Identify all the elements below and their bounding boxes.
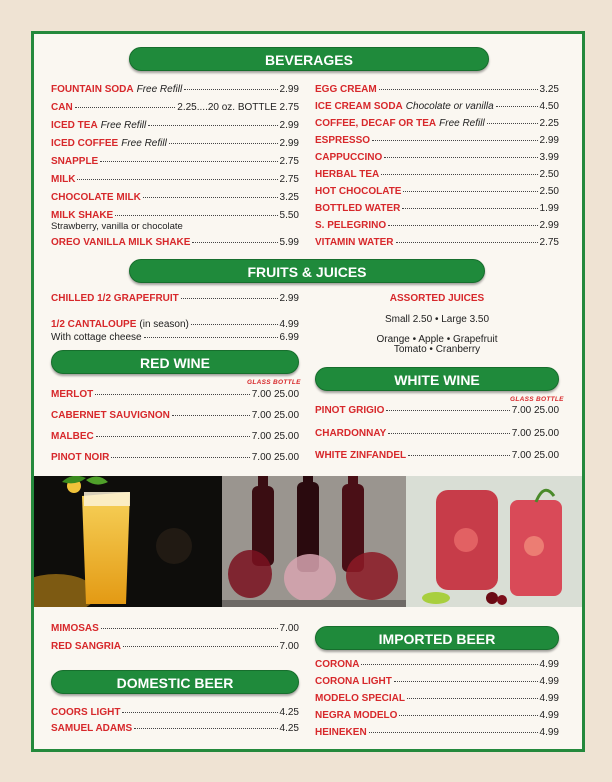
imported-beer-4: HEINEKEN 4.99 <box>315 727 559 738</box>
beverages-right-4: CAPPUCCINO 3.99 <box>315 152 559 163</box>
white-wine-glass-bottle: GLASS BOTTLE <box>510 396 564 403</box>
white-wine-banner: WHITE WINE <box>315 367 559 391</box>
beverages-left-6: CHOCOLATE MILK 3.25 <box>51 192 299 203</box>
milk-shake-flavors: Strawberry, vanilla or chocolate <box>51 221 183 232</box>
fruits-left-2: With cottage cheese 6.99 <box>51 332 299 343</box>
beverages-right-7: BOTTLED WATER 1.99 <box>315 203 559 214</box>
imported-beer-1: CORONA LIGHT 4.99 <box>315 676 559 687</box>
beverages-left-3: ICED COFFEE Free Refill 2.99 <box>51 138 299 149</box>
beverages-right-0: EGG CREAM 3.25 <box>315 84 559 95</box>
beverages-left-0: FOUNTAIN SODA Free Refill 2.99 <box>51 84 299 95</box>
wine-photo <box>222 476 406 607</box>
beverages-right-3: ESPRESSO 2.99 <box>315 135 559 146</box>
assorted-juices-title: ASSORTED JUICES <box>389 293 485 304</box>
beverages-right-1: ICE CREAM SODA Chocolate or vanilla 4.50 <box>315 101 559 112</box>
fruits-left-0: CHILLED 1/2 GRAPEFRUIT 2.99 <box>51 293 299 304</box>
red-wine-1: CABERNET SAUVIGNON 7.00 25.00 <box>51 410 299 421</box>
white-wine-2: WHITE ZINFANDEL 7.00 25.00 <box>315 450 559 461</box>
beverages-left-8: OREO VANILLA MILK SHAKE 5.99 <box>51 237 299 248</box>
beverages-right-5: HERBAL TEA 2.50 <box>315 169 559 180</box>
cocktail-photo <box>34 476 222 607</box>
beverages-right-8: S. PELEGRINO 2.99 <box>315 220 559 231</box>
mixed-0: MIMOSAS 7.00 <box>51 623 299 634</box>
red-wine-3: PINOT NOIR 7.00 25.00 <box>51 452 299 463</box>
juice-sizes: Small 2.50 • Large 3.50 <box>384 314 490 325</box>
imported-beer-2: MODELO SPECIAL 4.99 <box>315 693 559 704</box>
beverages-left-4: SNAPPLE 2.75 <box>51 156 299 167</box>
juice-flavors-2: Tomato • Cranberry <box>393 344 481 355</box>
beverages-right-6: HOT CHOCOLATE 2.50 <box>315 186 559 197</box>
domestic-beer-1: SAMUEL ADAMS 4.25 <box>51 723 299 734</box>
domestic-beer-0: COORS LIGHT 4.25 <box>51 707 299 718</box>
fruits-juices-banner: FRUITS & JUICES <box>129 259 485 283</box>
red-wine-banner: RED WINE <box>51 350 299 374</box>
beverages-left-2: ICED TEA Free Refill 2.99 <box>51 120 299 131</box>
red-wine-0: MERLOT 7.00 25.00 <box>51 389 299 400</box>
white-wine-1: CHARDONNAY 7.00 25.00 <box>315 428 559 439</box>
beverages-left-1: CAN 2.25....20 oz. BOTTLE 2.75 <box>51 102 299 113</box>
domestic-beer-banner: DOMESTIC BEER <box>51 670 299 694</box>
beverages-right-9: VITAMIN WATER 2.75 <box>315 237 559 248</box>
mixed-1: RED SANGRIA 7.00 <box>51 641 299 652</box>
menu-frame <box>31 31 585 752</box>
beverages-banner: BEVERAGES <box>129 47 489 71</box>
beverages-left-7: MILK SHAKE 5.50 Strawberry, vanilla or chocolate <box>51 210 299 232</box>
fruits-left-1: 1/2 CANTALOUPE (in season) 4.99 <box>51 319 299 330</box>
white-wine-0: PINOT GRIGIO 7.00 25.00 <box>315 405 559 416</box>
imported-beer-banner: IMPORTED BEER <box>315 626 559 650</box>
juice-flavors-1: Orange • Apple • Grapefruit <box>376 334 498 345</box>
sangria-photo <box>406 476 582 607</box>
beverages-left-5: MILK 2.75 <box>51 174 299 185</box>
imported-beer-0: CORONA 4.99 <box>315 659 559 670</box>
red-wine-2: MALBEC 7.00 25.00 <box>51 431 299 442</box>
beverages-right-2: COFFEE, DECAF OR TEA Free Refill 2.25 <box>315 118 559 129</box>
imported-beer-3: NEGRA MODELO 4.99 <box>315 710 559 721</box>
red-wine-glass-bottle: GLASS BOTTLE <box>247 379 301 386</box>
